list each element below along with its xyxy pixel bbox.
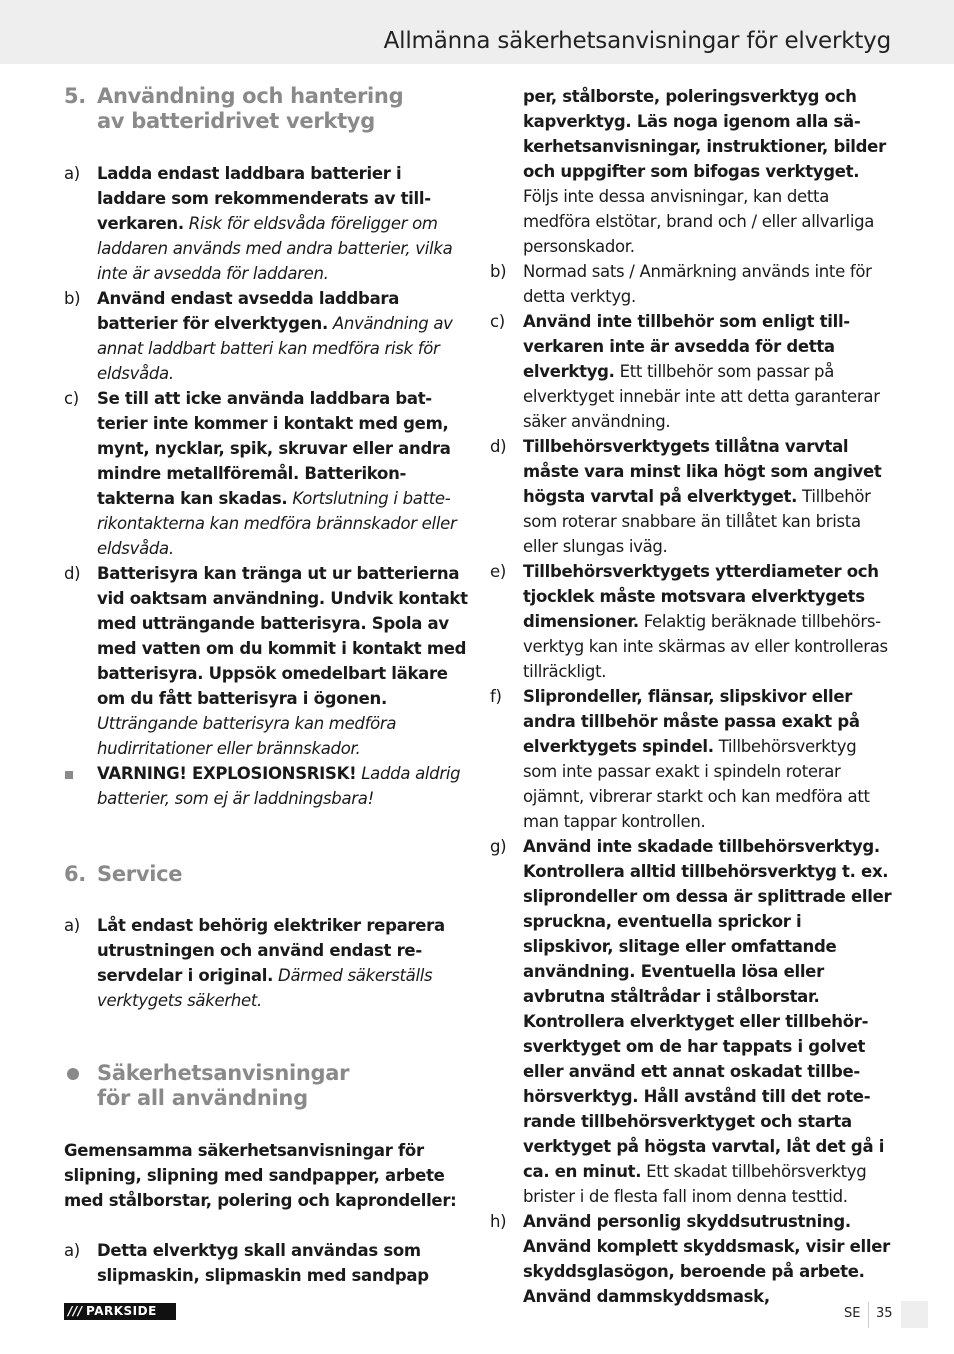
item-bold-text: Se till att icke använda laddbara batterier inte kommer i kontakt med gem, mynt, nycklar, spik, skruvar eller andra mindre metallföremål. Batterikontakterna kan skadas. bbox=[97, 389, 451, 508]
circle-bullet-icon bbox=[67, 1068, 79, 1080]
item-bold-text: Tillbehörsverktygets ytterdiameter och tjocklek måste motsvara elverktygets dimensioner. bbox=[523, 562, 879, 631]
item-bold-text: Använd personlig skyddsutrustning. Använd komplett skyddsmask, visir eller skyddsglasögon, beroende på arbete. Använd dammskyddsmask, bbox=[523, 1212, 890, 1306]
item-normal-text: Felaktig beräknade tillbehörsverktyg kan inte skärmas av eller kontrolleras tillräckligt. bbox=[523, 612, 888, 681]
item-bold-text: Sliprondeller, flänsar, slipskivor eller andra tillbehör måste passa exakt på elverktygets spindel. bbox=[523, 687, 860, 756]
item-marker: c) bbox=[490, 312, 505, 331]
page-number: 35 bbox=[876, 1306, 893, 1321]
item-bold-text: Tillbehörsverktygets tillåtna varvtal måste vara minst lika högt som angivet högsta varvtal på elverktyget. bbox=[523, 437, 882, 506]
section-number: 5. bbox=[64, 84, 86, 108]
parkside-logo bbox=[64, 1303, 176, 1320]
item-bold-text: Använd inte tillbehör som enligt tillverkaren inte är avsedda för detta elverktyg. bbox=[523, 312, 851, 381]
item-italic-text: Därmed säkerställs verktygets säkerhet. bbox=[97, 966, 433, 1010]
list-item bbox=[490, 684, 892, 834]
item-bold-text: Detta elverktyg skall användas som slipmaskin, slipmaskin med sandpap bbox=[97, 1241, 429, 1285]
list-item bbox=[64, 1238, 468, 1288]
list-item bbox=[64, 161, 468, 286]
item-normal-text: Tillbehörsverktyg som inte passar exakt i spindeln roterar ojämnt, vibrerar starkt och kan medföra att man tappar kontrollen. bbox=[523, 737, 870, 831]
warning-italic-text: Ladda aldrig batterier, som ej är laddningsbara! bbox=[97, 764, 461, 808]
list-item bbox=[490, 434, 892, 559]
item-normal-text: Ett tillbehör som passar på elverktyget innebär inte att detta garanterar säker användning. bbox=[523, 362, 880, 431]
item-marker: a) bbox=[64, 1241, 80, 1260]
item-normal-text: Tillbehör som roterar snabbare än tillåtet kan brista eller slungas iväg. bbox=[523, 487, 871, 556]
item-normal-text: Ett skadat tillbehörsverktyg brister i de flesta fall inom denna testtid. bbox=[523, 1162, 867, 1206]
item-bold-text: Ladda endast laddbara batterier i laddare som rekommenderats av tillverkaren. bbox=[97, 164, 432, 233]
list-item bbox=[490, 559, 892, 684]
section-title-line: för all användning bbox=[97, 1086, 308, 1110]
item-italic-text: Kortslutning i batterikontakterna kan medföra brännskador eller eldsvåda. bbox=[97, 489, 457, 558]
item-bold-text: Använd inte skadade tillbehörsverktyg. Kontrollera alltid tillbehörsverktyg t. ex. sliprondeller om dessa är splittrade eller spruckna, eventuella sprickor i slipskivor, slitage eller omfattande användning. Eventuella lösa eller avbrutna ståltrådar i stålborstar. Kontrollera elverktyget eller tillbehörsverktyget om de har tappats i golvet eller använd ett annat oskadat tillbehörsverktyg. Håll avstånd till det roterande tillbehörsverktyget och starta verktyget på högsta varvtal, låt det gå i ca. en minut. bbox=[523, 837, 892, 1181]
item-marker: f) bbox=[490, 687, 502, 706]
item-italic-text: Utträngande batterisyra kan medföra hudirritationer eller brännskador. bbox=[97, 714, 397, 758]
item-marker: a) bbox=[64, 916, 80, 935]
list-item bbox=[490, 834, 892, 1209]
item-marker: b) bbox=[64, 289, 81, 308]
item-normal-text: Normad sats / Anmärkning används inte för detta verktyg. bbox=[523, 262, 872, 306]
logo-stripes: /// bbox=[68, 1304, 83, 1318]
page-title: Allmänna säkerhetsanvisningar för elverktyg bbox=[383, 28, 891, 54]
section-title-line: Service bbox=[97, 862, 183, 886]
item-marker: b) bbox=[490, 262, 507, 281]
section-title-line: av batteridrivet verktyg bbox=[97, 109, 375, 133]
item-bold-text: Batterisyra kan tränga ut ur batterierna vid oaktsam användning. Undvik kontakt med utträngande batterisyra. Spola av med vatten om du kommit i kontakt med batterisyra. Uppsök omedelbart läkare om du fått batterisyra i ögonen. bbox=[97, 564, 468, 708]
section-6-heading bbox=[64, 862, 468, 887]
list-item bbox=[490, 259, 892, 309]
section-5-heading bbox=[64, 84, 468, 134]
item-italic-text: Risk för eldsvåda föreligger om laddaren används med andra batterier, vilka inte är avsedda för laddaren. bbox=[97, 214, 453, 283]
item-marker: a) bbox=[64, 164, 80, 183]
item-italic-text: Användning av annat laddbart batteri kan medföra risk för eldsvåda. bbox=[97, 314, 453, 383]
list-item bbox=[64, 561, 468, 761]
item-bold-text: Använd endast avsedda laddbara batterier för elverktygen. bbox=[97, 289, 400, 333]
footer-divider bbox=[868, 1302, 869, 1328]
section-title-line: Säkerhetsanvisningar bbox=[97, 1061, 350, 1085]
square-bullet-icon bbox=[65, 771, 73, 779]
item-marker: e) bbox=[490, 562, 506, 581]
item-bold-text: Låt endast behörig elektriker reparera utrustningen och använd endast reservdelar i original. bbox=[97, 916, 445, 985]
section-7-heading bbox=[64, 1061, 468, 1111]
left-column bbox=[64, 84, 468, 1288]
list-item bbox=[490, 309, 892, 434]
warning-item bbox=[64, 761, 468, 811]
item-marker: d) bbox=[490, 437, 507, 456]
right-column bbox=[490, 84, 892, 1309]
warning-bold-text: VARNING! EXPLOSIONSRISK! bbox=[97, 764, 357, 783]
logo-text: PARKSIDE bbox=[86, 1304, 157, 1318]
continued-item bbox=[490, 84, 892, 259]
section-number: 6. bbox=[64, 862, 86, 886]
list-item bbox=[490, 1209, 892, 1309]
section-title-line: Användning och hantering bbox=[97, 84, 404, 108]
item-bold-text: per, stålborste, poleringsverktyg och kapverktyg. Läs noga igenom alla säkerhetsanvisningar, instruktioner, bilder och uppgifter som bifogas verktyget. bbox=[523, 87, 886, 181]
list-item bbox=[64, 286, 468, 386]
list-item bbox=[64, 386, 468, 561]
item-marker: h) bbox=[490, 1212, 507, 1231]
language-code: SE bbox=[844, 1306, 861, 1321]
footer-tab bbox=[901, 1301, 928, 1328]
item-marker: g) bbox=[490, 837, 507, 856]
item-normal-text: Följs inte dessa anvisningar, kan detta medföra elstötar, brand och / eller allvarliga personskador. bbox=[523, 187, 875, 256]
item-marker: d) bbox=[64, 564, 81, 583]
item-marker: c) bbox=[64, 389, 79, 408]
list-item bbox=[64, 913, 468, 1013]
intro-paragraph: Gemensamma säkerhetsanvisningar för slipning, slipning med sandpapper, arbete med stålborstar, polering och kaprondeller: bbox=[64, 1141, 457, 1210]
